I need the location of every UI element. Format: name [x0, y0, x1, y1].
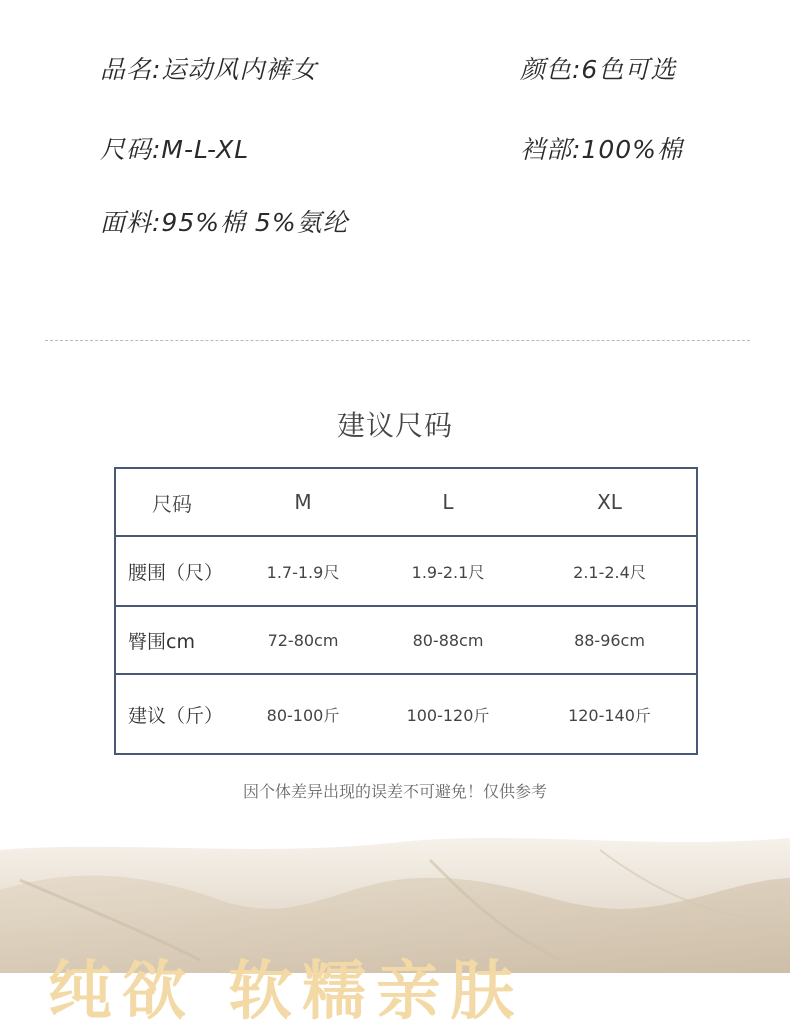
size-header-m: M [233, 468, 373, 536]
row-label: 建议（斤） [115, 674, 233, 754]
size-header-label: 尺码 [115, 468, 233, 536]
table-cell: 72-80cm [233, 606, 373, 674]
table-cell: 1.9-2.1尺 [373, 536, 523, 606]
size-header-xl: XL [523, 468, 697, 536]
table-cell: 120-140斤 [523, 674, 697, 754]
row-label: 臀围cm [115, 606, 233, 674]
size-chart-title: 建议尺码 [336, 409, 453, 442]
spec-fabric: 面料:95%棉 5%氨纶 [100, 208, 349, 237]
spec-product-name: 品名:运动风内裤女 [100, 55, 318, 84]
table-cell: 100-120斤 [373, 674, 523, 754]
row-label: 腰围（尺） [115, 536, 233, 606]
table-cell: 88-96cm [523, 606, 697, 674]
spec-color: 颜色:6色可选 [520, 55, 677, 84]
size-header-row [115, 468, 697, 536]
waist-row [115, 536, 697, 606]
table-cell: 80-88cm [373, 606, 523, 674]
hip-row [115, 606, 697, 674]
size-header-l: L [373, 468, 523, 536]
table-cell: 2.1-2.4尺 [523, 536, 697, 606]
table-cell: 80-100斤 [233, 674, 373, 754]
banner-slogan: 纯欲 软糯亲肤 [48, 955, 525, 1029]
spec-size: 尺码:M-L-XL [100, 135, 250, 164]
size-disclaimer: 因个体差异出现的误差不可避免！仅供参考 [242, 782, 547, 801]
weight-row [115, 674, 697, 754]
table-cell: 1.7-1.9尺 [233, 536, 373, 606]
spec-crotch: 裆部:100%棉 [520, 135, 683, 164]
dashed-divider [45, 340, 750, 341]
size-chart-table [114, 467, 698, 755]
